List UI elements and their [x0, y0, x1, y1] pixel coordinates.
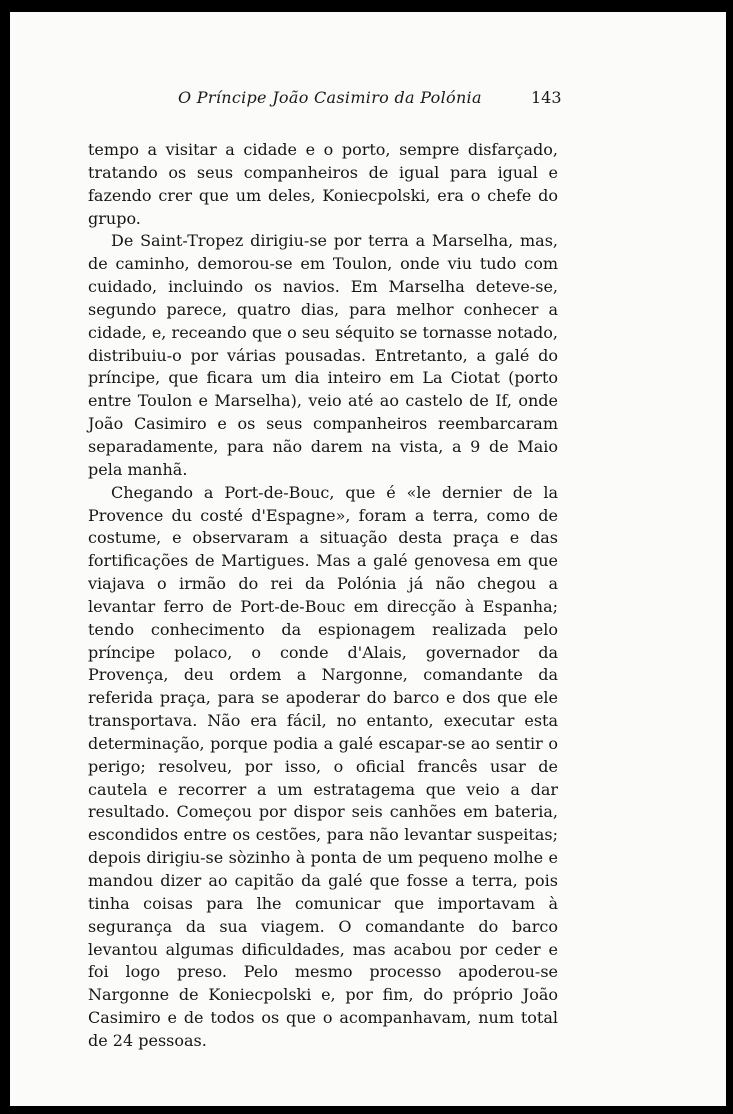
- book-page: [10, 12, 726, 1106]
- page-number: 143: [531, 88, 562, 107]
- running-title: O Príncipe João Casimiro da Polónia: [178, 88, 482, 107]
- paragraph-1: tempo a visitar a cidade e o porto, sempre disfarçado, tratando os seus companheiros de igual para igual e fazendo crer que um deles, Koniecpolski, era o chefe do grupo.: [88, 140, 558, 228]
- paragraph-2: De Saint-Tropez dirigiu-se por terra a Marselha, mas, de caminho, demorou-se em Toulon, onde viu tudo com cuidado, incluindo os navios. Em Marselha deteve-se, segundo parece, quatro dias, para melhor conhecer a cidade, e, receando que o seu séquito se tornasse notado, distribuiu-o por várias pousadas. Entretanto, a galé do príncipe, que ficara um dia inteiro em La Ciotat (porto entre Toulon e Marselha), veio até ao castelo de If, onde João Casimiro e os seus companheiros reembarcaram separadamente, para não darem na vista, a 9 de Maio pela manhã.: [88, 231, 558, 479]
- paragraph-3: Chegando a Port-de-Bouc, que é «le dernier de la Provence du costé d'Espagne», foram a terra, como de costume, e observaram a situação desta praça e das fortificações de Martigues. Mas a galé genovesa em que viajava o irmão do rei da Polónia já não chegou a levantar ferro de Port-de-Bouc em direcção à Espanha; tendo conhecimento da espionagem realizada pelo príncipe polaco, o conde d'Alais, governador da Provença, deu ordem a Nargonne, comandante da referida praça, para se apoderar do barco e dos que ele transportava. Não era fácil, no entanto, executar esta determinação, porque podia a galé escapar-se ao sentir o perigo; resolveu, por isso, o oficial francês usar de cautela e recorrer a um estratagema que veio a dar resultado. Começou por dispor seis canhões em bateria, escondidos entre os cestões, para não levantar suspeitas; depois dirigiu-se sòzinho à ponta de um pequeno molhe e mandou dizer ao capitão da galé que fosse a terra, pois tinha coisas para lhe comunicar que importavam à segurança da sua viagem. O comandante do barco levantou algumas dificuldades, mas acabou por ceder e foi logo preso. Pelo mesmo processo apoderou-se Nargonne de Koniecpolski e, por fim, do próprio João Casimiro e de todos os que o acompanhavam, num total de 24 pessoas.: [88, 482, 558, 1050]
- body-text: [88, 139, 558, 1053]
- running-head: [10, 88, 726, 112]
